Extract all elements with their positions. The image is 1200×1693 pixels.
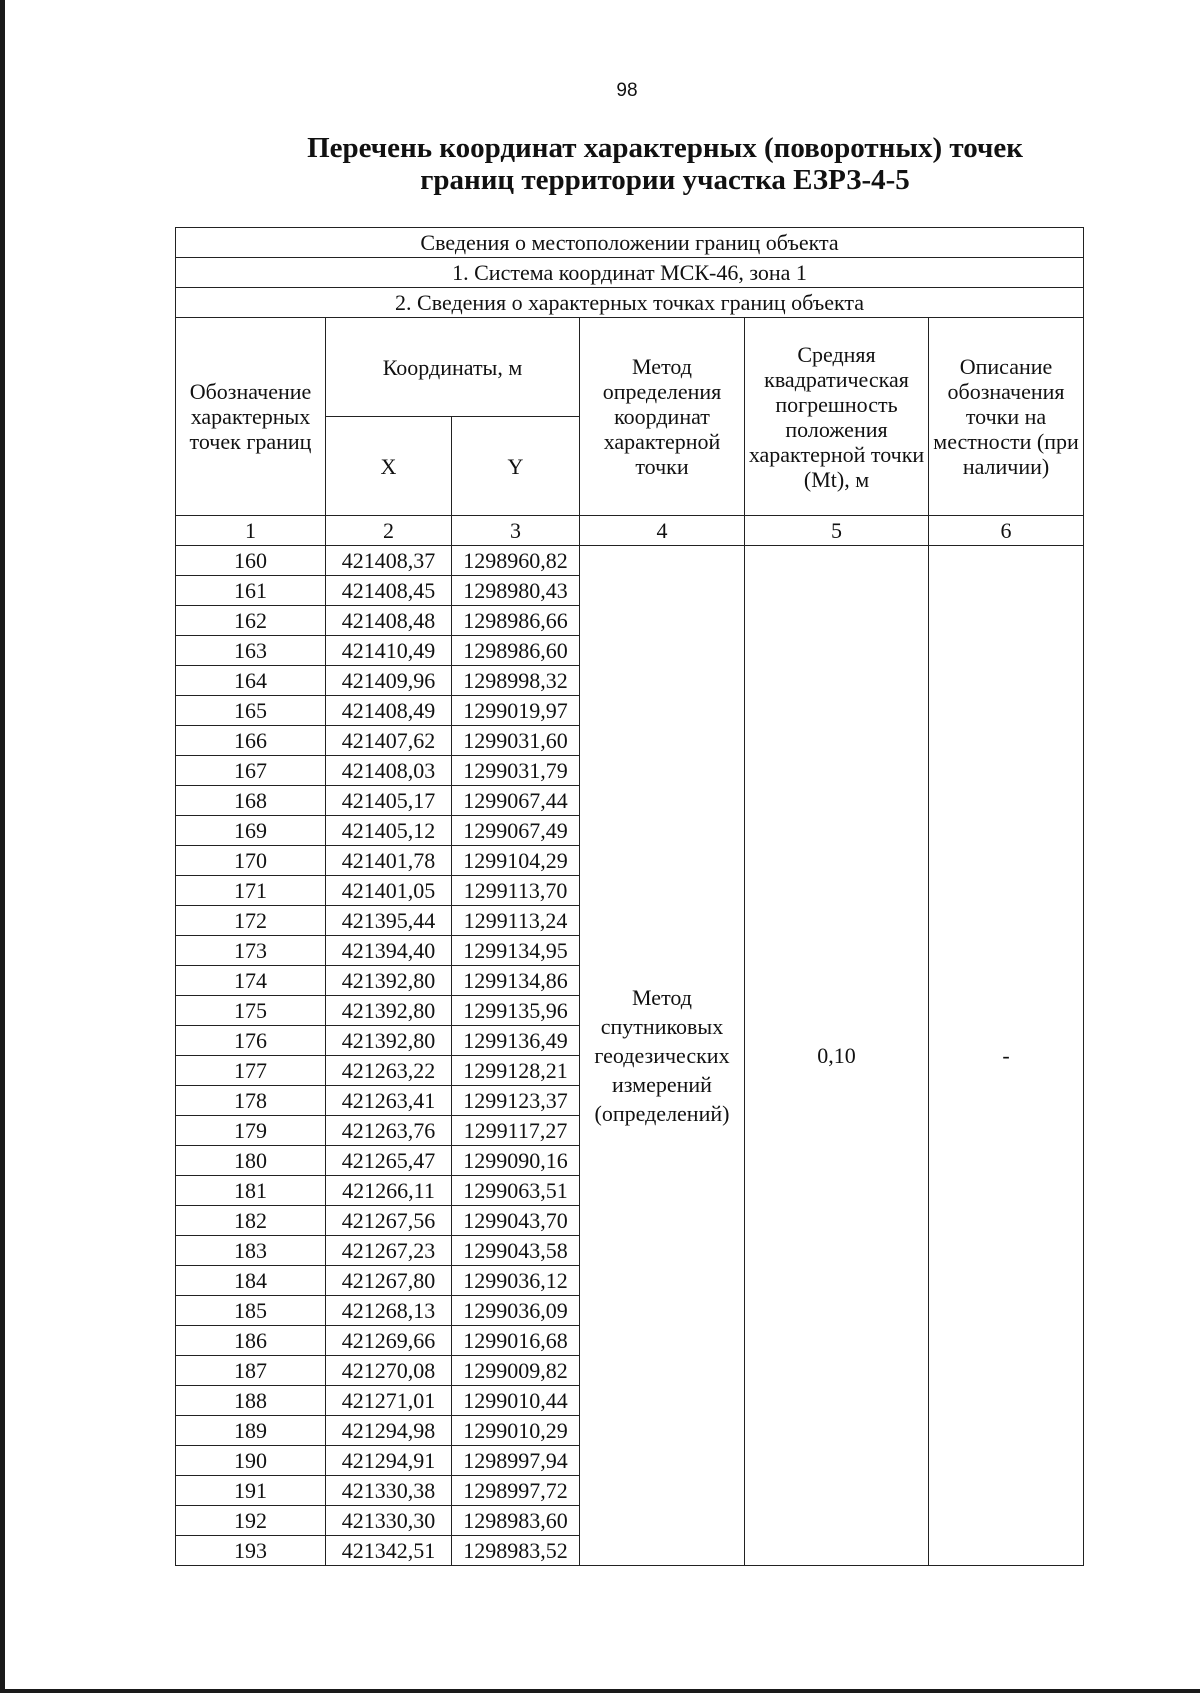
- coordinate-system: 1. Система координат МСК-46, зона 1: [176, 258, 1084, 288]
- y-coordinate-cell: 1299009,82: [452, 1356, 580, 1386]
- x-coordinate-cell: 421408,37: [326, 546, 452, 576]
- col-header-method: Метод определения координат характерной точки: [580, 318, 745, 516]
- point-number-cell: 183: [176, 1236, 326, 1266]
- x-coordinate-cell: 421410,49: [326, 636, 452, 666]
- column-number: 2: [326, 516, 452, 546]
- point-number-cell: 192: [176, 1506, 326, 1536]
- y-coordinate-cell: 1299117,27: [452, 1116, 580, 1146]
- column-number: 4: [580, 516, 745, 546]
- y-coordinate-cell: 1299043,70: [452, 1206, 580, 1236]
- y-coordinate-cell: 1299113,24: [452, 906, 580, 936]
- point-number-cell: 175: [176, 996, 326, 1026]
- x-coordinate-cell: 421408,03: [326, 756, 452, 786]
- section-header: Сведения о местоположении границ объекта: [176, 228, 1084, 258]
- column-number: 5: [745, 516, 929, 546]
- point-number-cell: 190: [176, 1446, 326, 1476]
- col-header-point: Обозначение характерных точек границ: [176, 318, 326, 516]
- x-coordinate-cell: 421267,23: [326, 1236, 452, 1266]
- col-header-coordinates: Координаты, м: [326, 318, 580, 417]
- x-coordinate-cell: 421330,38: [326, 1476, 452, 1506]
- point-number-cell: 172: [176, 906, 326, 936]
- document-title: [150, 132, 1180, 196]
- y-coordinate-cell: 1299010,29: [452, 1416, 580, 1446]
- y-coordinate-cell: 1299104,29: [452, 846, 580, 876]
- y-coordinate-cell: 1299043,58: [452, 1236, 580, 1266]
- y-coordinate-cell: 1299031,79: [452, 756, 580, 786]
- point-number-cell: 184: [176, 1266, 326, 1296]
- column-number: 1: [176, 516, 326, 546]
- point-number-cell: 182: [176, 1206, 326, 1236]
- point-number-cell: 169: [176, 816, 326, 846]
- error-cell: 0,10: [745, 546, 929, 1566]
- x-coordinate-cell: 421268,13: [326, 1296, 452, 1326]
- point-number-cell: 168: [176, 786, 326, 816]
- point-number-cell: 178: [176, 1086, 326, 1116]
- method-cell: Метод спутниковых геодезических измерений (определений): [580, 546, 745, 1566]
- y-coordinate-cell: 1299135,96: [452, 996, 580, 1026]
- y-coordinate-cell: 1299010,44: [452, 1386, 580, 1416]
- point-number-cell: 174: [176, 966, 326, 996]
- x-coordinate-cell: 421265,47: [326, 1146, 452, 1176]
- x-coordinate-cell: 421267,80: [326, 1266, 452, 1296]
- point-number-cell: 186: [176, 1326, 326, 1356]
- y-coordinate-cell: 1299036,09: [452, 1296, 580, 1326]
- y-coordinate-cell: 1299136,49: [452, 1026, 580, 1056]
- x-coordinate-cell: 421394,40: [326, 936, 452, 966]
- x-coordinate-cell: 421392,80: [326, 996, 452, 1026]
- y-coordinate-cell: 1298983,60: [452, 1506, 580, 1536]
- x-coordinate-cell: 421395,44: [326, 906, 452, 936]
- y-coordinate-cell: 1299113,70: [452, 876, 580, 906]
- point-number-cell: 163: [176, 636, 326, 666]
- point-number-cell: 193: [176, 1536, 326, 1566]
- y-coordinate-cell: 1298986,66: [452, 606, 580, 636]
- y-coordinate-cell: 1299016,68: [452, 1326, 580, 1356]
- column-number: 3: [452, 516, 580, 546]
- point-number-cell: 177: [176, 1056, 326, 1086]
- x-coordinate-cell: 421269,66: [326, 1326, 452, 1356]
- y-coordinate-cell: 1298997,72: [452, 1476, 580, 1506]
- point-number-cell: 176: [176, 1026, 326, 1056]
- x-coordinate-cell: 421405,12: [326, 816, 452, 846]
- x-coordinate-cell: 421330,30: [326, 1506, 452, 1536]
- x-coordinate-cell: 421267,56: [326, 1206, 452, 1236]
- point-number-cell: 187: [176, 1356, 326, 1386]
- point-number-cell: 185: [176, 1296, 326, 1326]
- x-coordinate-cell: 421294,91: [326, 1446, 452, 1476]
- y-coordinate-cell: 1298980,43: [452, 576, 580, 606]
- col-header-y: Y: [452, 417, 580, 516]
- point-number-cell: 171: [176, 876, 326, 906]
- scan-border-bottom: [0, 1689, 1200, 1693]
- x-coordinate-cell: 421409,96: [326, 666, 452, 696]
- x-coordinate-cell: 421270,08: [326, 1356, 452, 1386]
- point-number-cell: 188: [176, 1386, 326, 1416]
- coordinates-table: [175, 227, 1084, 1566]
- y-coordinate-cell: 1299031,60: [452, 726, 580, 756]
- point-number-cell: 170: [176, 846, 326, 876]
- point-number-cell: 173: [176, 936, 326, 966]
- scan-border-left: [0, 0, 5, 1693]
- y-coordinate-cell: 1299019,97: [452, 696, 580, 726]
- point-number-cell: 179: [176, 1116, 326, 1146]
- y-coordinate-cell: 1299123,37: [452, 1086, 580, 1116]
- x-coordinate-cell: 421342,51: [326, 1536, 452, 1566]
- col-header-x: X: [326, 417, 452, 516]
- y-coordinate-cell: 1298998,32: [452, 666, 580, 696]
- x-coordinate-cell: 421401,05: [326, 876, 452, 906]
- col-header-description: Описание обозначения точки на местности (при наличии): [929, 318, 1084, 516]
- x-coordinate-cell: 421392,80: [326, 966, 452, 996]
- x-coordinate-cell: 421401,78: [326, 846, 452, 876]
- point-number-cell: 166: [176, 726, 326, 756]
- x-coordinate-cell: 421408,48: [326, 606, 452, 636]
- x-coordinate-cell: 421266,11: [326, 1176, 452, 1206]
- point-number-cell: 191: [176, 1476, 326, 1506]
- x-coordinate-cell: 421271,01: [326, 1386, 452, 1416]
- x-coordinate-cell: 421392,80: [326, 1026, 452, 1056]
- point-number-cell: 161: [176, 576, 326, 606]
- y-coordinate-cell: 1299090,16: [452, 1146, 580, 1176]
- x-coordinate-cell: 421408,45: [326, 576, 452, 606]
- y-coordinate-cell: 1299067,49: [452, 816, 580, 846]
- y-coordinate-cell: 1299134,95: [452, 936, 580, 966]
- points-header: 2. Сведения о характерных точках границ объекта: [176, 288, 1084, 318]
- y-coordinate-cell: 1298983,52: [452, 1536, 580, 1566]
- y-coordinate-cell: 1298997,94: [452, 1446, 580, 1476]
- page-number: 98: [616, 80, 638, 101]
- y-coordinate-cell: 1298960,82: [452, 546, 580, 576]
- x-coordinate-cell: 421263,22: [326, 1056, 452, 1086]
- y-coordinate-cell: 1299134,86: [452, 966, 580, 996]
- column-number: 6: [929, 516, 1084, 546]
- point-number-cell: 180: [176, 1146, 326, 1176]
- table-row: [176, 546, 1084, 576]
- title-line-2: границ территории участка ЕЗРЗ-4-5: [420, 164, 910, 196]
- y-coordinate-cell: 1299128,21: [452, 1056, 580, 1086]
- col-header-error: Средняя квадратическая погрешность положения характерной точки (Mt), м: [745, 318, 929, 516]
- y-coordinate-cell: 1298986,60: [452, 636, 580, 666]
- y-coordinate-cell: 1299067,44: [452, 786, 580, 816]
- x-coordinate-cell: 421407,62: [326, 726, 452, 756]
- point-number-cell: 167: [176, 756, 326, 786]
- x-coordinate-cell: 421294,98: [326, 1416, 452, 1446]
- point-number-cell: 189: [176, 1416, 326, 1446]
- point-number-cell: 165: [176, 696, 326, 726]
- x-coordinate-cell: 421405,17: [326, 786, 452, 816]
- x-coordinate-cell: 421263,41: [326, 1086, 452, 1116]
- point-number-cell: 164: [176, 666, 326, 696]
- y-coordinate-cell: 1299036,12: [452, 1266, 580, 1296]
- x-coordinate-cell: 421408,49: [326, 696, 452, 726]
- point-number-cell: 181: [176, 1176, 326, 1206]
- title-line-1: Перечень координат характерных (поворотных) точек: [307, 132, 1023, 164]
- point-number-cell: 162: [176, 606, 326, 636]
- y-coordinate-cell: 1299063,51: [452, 1176, 580, 1206]
- point-number-cell: 160: [176, 546, 326, 576]
- description-cell: -: [929, 546, 1084, 1566]
- x-coordinate-cell: 421263,76: [326, 1116, 452, 1146]
